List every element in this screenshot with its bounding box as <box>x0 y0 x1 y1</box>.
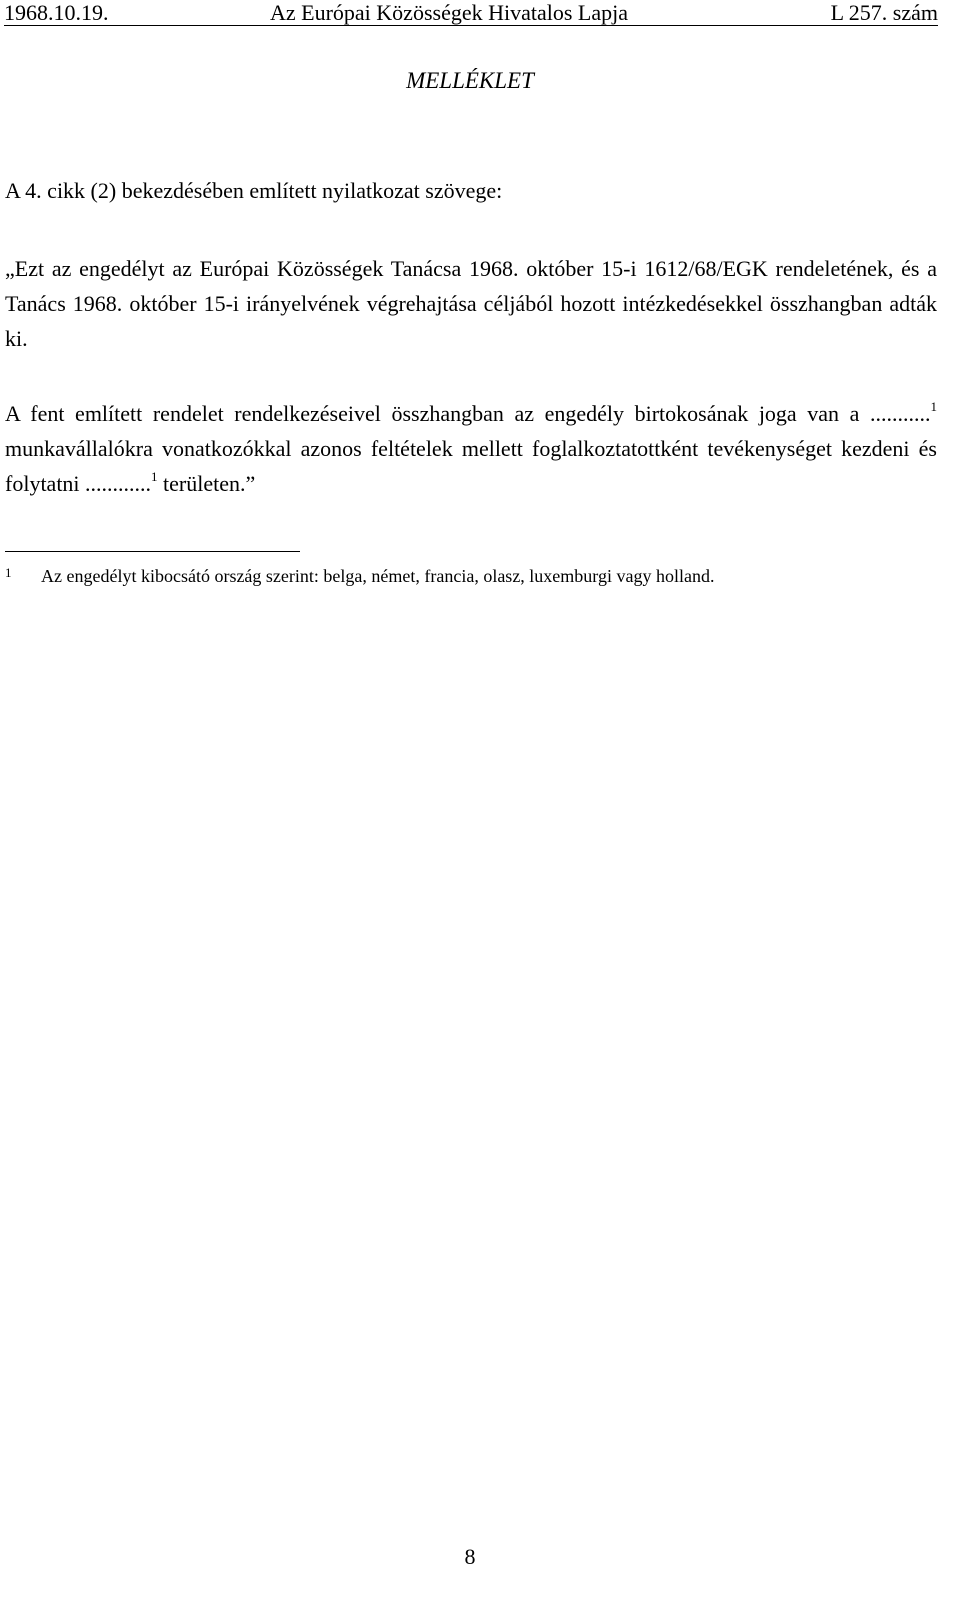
footnote-separator <box>5 551 300 552</box>
header-issue-number: L 257. szám <box>830 0 938 25</box>
declaration-paragraph-2 <box>5 396 937 501</box>
page-header <box>4 0 938 26</box>
footnote-reference: 1 <box>151 469 158 484</box>
footnote-mark: 1 <box>5 565 12 580</box>
header-journal-title: Az Európai Közösségek Hivatalos Lapja <box>270 0 628 25</box>
footnote-reference: 1 <box>930 399 937 414</box>
page-number: 8 <box>464 1544 476 1569</box>
footnote-text: Az engedélyt kibocsátó ország szerint: belga, német, francia, olasz, luxemburgi vagy holland. <box>41 566 715 586</box>
paragraph-2-part-1: A fent említett rendelet rendelkezéseivel összhangban az engedély birtokosának joga van a ........... <box>5 401 931 426</box>
annex-title: MELLÉKLET <box>406 68 534 93</box>
intro-text: A 4. cikk (2) bekezdésében említett nyilatkozat szövege: <box>5 178 503 203</box>
declaration-paragraph-1: „Ezt az engedélyt az Európai Közösségek Tanácsa 1968. október 15-i 1612/68/EGK rendeletének, és a Tanács 1968. október 15-i irányelvének végrehajtása céljából hozott intézkedésekkel összhangban adták ki. <box>5 256 937 351</box>
header-date: 1968.10.19. <box>4 0 109 25</box>
paragraph-2-part-2: munkavállalókra vonatkozókkal azonos feltételek mellett foglalkoztatottként tevékenységet kezdeni és folytatni ............ <box>5 436 937 496</box>
paragraph-2-part-3: területen.” <box>157 471 256 496</box>
